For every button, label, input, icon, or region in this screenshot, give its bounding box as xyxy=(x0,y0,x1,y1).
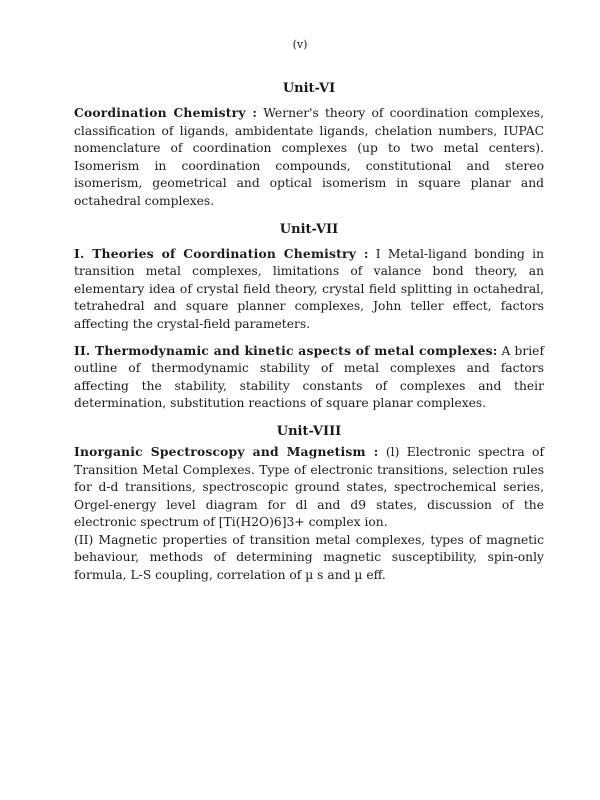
thermodynamic-paragraph xyxy=(74,342,544,413)
spectroscopy-text: (l) Electronic spectra of Transition Metal Complexes. Type of electronic transitions, selection rules for d-d transitions, spectroscopic ground states, spectrochemical series, Orgel-energy level diagram for dl and d9 states, discussion of the electronic spectrum of [Ti(H2O)6]3+ complex ion. xyxy=(74,444,545,530)
unit-viii-heading: Unit-VIII xyxy=(276,423,342,439)
unit-vii-heading: Unit-VII xyxy=(279,221,339,237)
coordination-chemistry-text: Werner's theory of coordination complexes, classification of ligands, ambidentate ligands, chelation numbers, IUPAC nomenclature of coordination complexes (up to two metal centers). Isomerism in coordination compounds, constitutional and stereo isomerism, geometrical and optical isomerism in square planar and octahedral complexes. xyxy=(74,106,544,208)
unit-vii-section xyxy=(74,221,544,413)
theories-lead: I. Theories of Coordination Chemistry : xyxy=(74,245,369,261)
page-number: (v) xyxy=(292,38,308,51)
spectroscopy-lead: Inorganic Spectroscopy and Magnetism : xyxy=(74,443,379,459)
unit-viii-section xyxy=(74,423,544,585)
magnetic-paragraph: (II) Magnetic properties of transition metal complexes, types of magnetic behaviour, methods of determining magnetic susceptibility, spin-only formula, L-S coupling, correlation of µ s and µ eff. xyxy=(74,532,544,583)
theories-text: I Metal-ligand bonding in transition metal complexes, limitations of valance bond theory, an elementary idea of crystal field theory, crystal field splitting in octahedral, tetrahedral and square planner complexes, John teller effect, factors affecting the crystal-field parameters. xyxy=(74,246,544,331)
coordination-chemistry-lead: Coordination Chemistry : xyxy=(74,105,258,120)
unit-vi-heading: Unit-VI xyxy=(282,81,336,96)
page-content xyxy=(74,80,544,593)
unit-vi-section xyxy=(74,80,544,211)
spectroscopy-paragraph xyxy=(74,443,544,532)
thermodynamic-lead: II. Thermodynamic and kinetic aspects of metal complexes: xyxy=(74,342,498,358)
thermodynamic-text: A brief outline of thermodynamic stability of metal complexes and factors affecting the stability, stability constants of complexes and their determination, substitution reactions of square planar complexes. xyxy=(74,343,544,411)
theories-paragraph xyxy=(74,245,544,334)
coordination-chemistry-paragraph xyxy=(74,104,544,211)
